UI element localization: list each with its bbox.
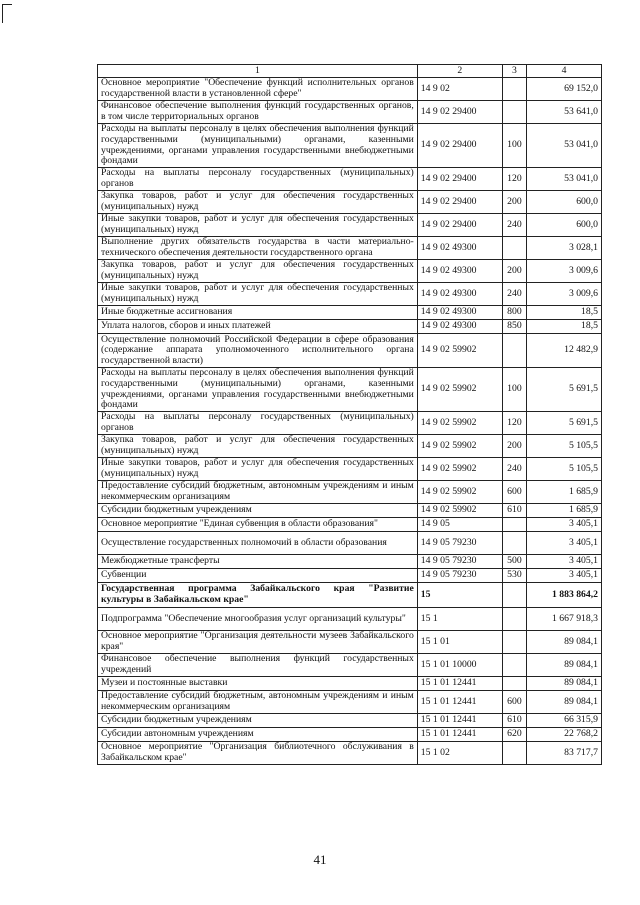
row-sum: 89 084,1 bbox=[527, 677, 602, 691]
row-name: Расходы на выплаты персоналу государственных (муниципальных) органов bbox=[98, 412, 418, 435]
header-col-1: 1 bbox=[98, 65, 418, 78]
row-code: 15 1 01 12441 bbox=[417, 677, 502, 691]
row-sum: 53 041,0 bbox=[527, 124, 602, 168]
row-kind: 240 bbox=[502, 458, 526, 481]
table-row bbox=[98, 458, 602, 481]
row-code: 14 9 02 59902 bbox=[417, 368, 502, 412]
row-name: Основное мероприятие "Единая субвенция в области образования" bbox=[98, 518, 418, 532]
row-name: Основное мероприятие "Обеспечение функций исполнительных органов государственной власти в установленной сфере" bbox=[98, 78, 418, 101]
row-sum: 3 009,6 bbox=[527, 260, 602, 283]
row-name: Иные закупки товаров, работ и услуг для обеспечения государственных (муниципальных) нужд bbox=[98, 214, 418, 237]
row-name: Государственная программа Забайкальского края "Развитие культуры в Забайкальском крае" bbox=[98, 583, 418, 608]
table-row bbox=[98, 435, 602, 458]
table-row bbox=[98, 555, 602, 569]
row-code: 15 1 01 12441 bbox=[417, 728, 502, 742]
row-kind: 800 bbox=[502, 306, 526, 320]
row-kind: 240 bbox=[502, 214, 526, 237]
row-name: Музеи и постоянные выставки bbox=[98, 677, 418, 691]
row-code: 14 9 05 bbox=[417, 518, 502, 532]
row-sum: 66 315,9 bbox=[527, 714, 602, 728]
table-header-row bbox=[98, 65, 602, 78]
row-name: Осуществление полномочий Российской Федерации в сфере образования (содержание аппарата уполномоченного исполнительного органа государственной власти) bbox=[98, 334, 418, 368]
row-kind bbox=[502, 654, 526, 677]
row-kind bbox=[502, 631, 526, 654]
row-code: 14 9 02 49300 bbox=[417, 320, 502, 334]
row-code: 14 9 02 29400 bbox=[417, 168, 502, 191]
table-row bbox=[98, 168, 602, 191]
row-name: Иные бюджетные ассигнования bbox=[98, 306, 418, 320]
table-row bbox=[98, 368, 602, 412]
table-row bbox=[98, 320, 602, 334]
row-name: Расходы на выплаты персоналу государственных (муниципальных) органов bbox=[98, 168, 418, 191]
row-kind bbox=[502, 518, 526, 532]
row-kind: 610 bbox=[502, 714, 526, 728]
corner-crop-mark bbox=[2, 4, 12, 23]
row-code: 14 9 02 59902 bbox=[417, 334, 502, 368]
table-row bbox=[98, 306, 602, 320]
row-code: 14 9 02 29400 bbox=[417, 214, 502, 237]
row-kind bbox=[502, 532, 526, 555]
table-row bbox=[98, 124, 602, 168]
row-name: Основное мероприятие "Организация деятельности музеев Забайкальского края" bbox=[98, 631, 418, 654]
row-name: Предоставление субсидий бюджетным, автономным учреждениям и иным некоммерческим организациям bbox=[98, 481, 418, 504]
row-sum: 3 009,6 bbox=[527, 283, 602, 306]
row-code: 15 1 02 bbox=[417, 742, 502, 765]
table-row bbox=[98, 78, 602, 101]
header-col-3: 3 bbox=[502, 65, 526, 78]
row-sum: 12 482,9 bbox=[527, 334, 602, 368]
table-row bbox=[98, 481, 602, 504]
row-sum: 1 667 918,3 bbox=[527, 608, 602, 631]
table-row bbox=[98, 677, 602, 691]
row-name: Финансовое обеспечение выполнения функций государственных органов, в том числе территориальных органов bbox=[98, 101, 418, 124]
row-kind: 850 bbox=[502, 320, 526, 334]
row-kind: 120 bbox=[502, 412, 526, 435]
row-kind: 610 bbox=[502, 504, 526, 518]
row-kind: 620 bbox=[502, 728, 526, 742]
row-sum: 22 768,2 bbox=[527, 728, 602, 742]
row-code: 14 9 02 29400 bbox=[417, 124, 502, 168]
row-sum: 3 405,1 bbox=[527, 518, 602, 532]
row-name: Осуществление государственных полномочий в области образования bbox=[98, 532, 418, 555]
row-sum: 1 685,9 bbox=[527, 481, 602, 504]
row-kind: 240 bbox=[502, 283, 526, 306]
table-row bbox=[98, 191, 602, 214]
row-name: Предоставление субсидий бюджетным, автономным учреждениям и иным некоммерческим организациям bbox=[98, 691, 418, 714]
row-name: Субвенции bbox=[98, 569, 418, 583]
row-kind: 200 bbox=[502, 435, 526, 458]
table-row bbox=[98, 260, 602, 283]
row-sum: 89 084,1 bbox=[527, 654, 602, 677]
row-sum: 5 105,5 bbox=[527, 435, 602, 458]
row-sum: 89 084,1 bbox=[527, 631, 602, 654]
row-sum: 3 405,1 bbox=[527, 569, 602, 583]
table-row bbox=[98, 714, 602, 728]
row-sum: 83 717,7 bbox=[527, 742, 602, 765]
row-code: 14 9 02 59902 bbox=[417, 504, 502, 518]
table-row bbox=[98, 691, 602, 714]
row-kind bbox=[502, 101, 526, 124]
row-code: 14 9 02 49300 bbox=[417, 260, 502, 283]
table-row bbox=[98, 654, 602, 677]
row-code: 14 9 02 49300 bbox=[417, 306, 502, 320]
row-code: 14 9 02 49300 bbox=[417, 283, 502, 306]
row-name: Закупка товаров, работ и услуг для обеспечения государственных (муниципальных) нужд bbox=[98, 191, 418, 214]
page-number: 41 bbox=[313, 852, 327, 867]
row-name: Финансовое обеспечение выполнения функций государственных учреждений bbox=[98, 654, 418, 677]
row-code: 14 9 02 29400 bbox=[417, 191, 502, 214]
row-code: 14 9 02 59902 bbox=[417, 481, 502, 504]
row-code: 14 9 05 79230 bbox=[417, 555, 502, 569]
row-name: Субсидии бюджетным учреждениям bbox=[98, 714, 418, 728]
row-code: 14 9 05 79230 bbox=[417, 532, 502, 555]
row-sum: 3 405,1 bbox=[527, 555, 602, 569]
row-code: 15 1 01 10000 bbox=[417, 654, 502, 677]
row-name: Иные закупки товаров, работ и услуг для обеспечения государственных (муниципальных) нужд bbox=[98, 283, 418, 306]
row-sum: 1 883 864,2 bbox=[527, 583, 602, 608]
row-kind bbox=[502, 742, 526, 765]
row-code: 15 1 01 12441 bbox=[417, 691, 502, 714]
row-name: Расходы на выплаты персоналу в целях обеспечения выполнения функций государственными (муниципальными) органами, казенными учреждениями, органами управления государственными внебюджетными фондами bbox=[98, 124, 418, 168]
row-kind bbox=[502, 583, 526, 608]
row-code: 15 1 bbox=[417, 608, 502, 631]
table-row bbox=[98, 283, 602, 306]
row-kind: 200 bbox=[502, 260, 526, 283]
row-kind: 120 bbox=[502, 168, 526, 191]
row-sum: 69 152,0 bbox=[527, 78, 602, 101]
row-kind: 600 bbox=[502, 481, 526, 504]
row-kind: 500 bbox=[502, 555, 526, 569]
row-sum: 18,5 bbox=[527, 306, 602, 320]
row-sum: 600,0 bbox=[527, 214, 602, 237]
header-col-2: 2 bbox=[417, 65, 502, 78]
header-col-4: 4 bbox=[527, 65, 602, 78]
row-name: Межбюджетные трансферты bbox=[98, 555, 418, 569]
row-kind bbox=[502, 608, 526, 631]
row-code: 14 9 02 59902 bbox=[417, 412, 502, 435]
table-row bbox=[98, 532, 602, 555]
table-row bbox=[98, 631, 602, 654]
row-code: 14 9 02 bbox=[417, 78, 502, 101]
table-row bbox=[98, 504, 602, 518]
table-row bbox=[98, 214, 602, 237]
row-sum: 600,0 bbox=[527, 191, 602, 214]
row-sum: 89 084,1 bbox=[527, 691, 602, 714]
row-code: 14 9 02 59902 bbox=[417, 435, 502, 458]
row-kind bbox=[502, 334, 526, 368]
row-name: Подпрограмма "Обеспечение многообразия услуг организаций культуры" bbox=[98, 608, 418, 631]
row-kind: 600 bbox=[502, 691, 526, 714]
table-row bbox=[98, 583, 602, 608]
budget-table bbox=[97, 64, 602, 765]
table-row bbox=[98, 518, 602, 532]
row-code: 15 1 01 12441 bbox=[417, 714, 502, 728]
row-sum: 3 028,1 bbox=[527, 237, 602, 260]
table-row bbox=[98, 334, 602, 368]
row-kind: 530 bbox=[502, 569, 526, 583]
row-sum: 5 105,5 bbox=[527, 458, 602, 481]
row-code: 15 bbox=[417, 583, 502, 608]
row-kind: 200 bbox=[502, 191, 526, 214]
row-kind bbox=[502, 237, 526, 260]
table-row bbox=[98, 728, 602, 742]
table-row bbox=[98, 237, 602, 260]
row-kind bbox=[502, 78, 526, 101]
row-kind: 100 bbox=[502, 368, 526, 412]
table-row bbox=[98, 569, 602, 583]
row-name: Расходы на выплаты персоналу в целях обеспечения выполнения функций государственными (муниципальными) органами, казенными учреждениями, органами управления государственными внебюджетными фондами bbox=[98, 368, 418, 412]
row-code: 14 9 02 29400 bbox=[417, 101, 502, 124]
row-code: 14 9 02 49300 bbox=[417, 237, 502, 260]
row-sum: 3 405,1 bbox=[527, 532, 602, 555]
row-code: 14 9 02 59902 bbox=[417, 458, 502, 481]
row-name: Уплата налогов, сборов и иных платежей bbox=[98, 320, 418, 334]
row-name: Закупка товаров, работ и услуг для обеспечения государственных (муниципальных) нужд bbox=[98, 260, 418, 283]
row-name: Субсидии бюджетным учреждениям bbox=[98, 504, 418, 518]
row-sum: 5 691,5 bbox=[527, 412, 602, 435]
row-name: Выполнение других обязательств государства в части материально-технического обеспечения деятельности государственного органа bbox=[98, 237, 418, 260]
row-sum: 53 641,0 bbox=[527, 101, 602, 124]
row-sum: 53 041,0 bbox=[527, 168, 602, 191]
row-name: Иные закупки товаров, работ и услуг для обеспечения государственных (муниципальных) нужд bbox=[98, 458, 418, 481]
table-row bbox=[98, 412, 602, 435]
table-row bbox=[98, 608, 602, 631]
row-name: Основное мероприятие "Организация библиотечного обслуживания в Забайкальском крае" bbox=[98, 742, 418, 765]
table-row bbox=[98, 742, 602, 765]
row-sum: 5 691,5 bbox=[527, 368, 602, 412]
row-kind: 100 bbox=[502, 124, 526, 168]
row-kind bbox=[502, 677, 526, 691]
row-sum: 18,5 bbox=[527, 320, 602, 334]
row-code: 15 1 01 bbox=[417, 631, 502, 654]
row-name: Субсидии автономным учреждениям bbox=[98, 728, 418, 742]
row-code: 14 9 05 79230 bbox=[417, 569, 502, 583]
row-sum: 1 685,9 bbox=[527, 504, 602, 518]
row-name: Закупка товаров, работ и услуг для обеспечения государственных (муниципальных) нужд bbox=[98, 435, 418, 458]
table-row bbox=[98, 101, 602, 124]
